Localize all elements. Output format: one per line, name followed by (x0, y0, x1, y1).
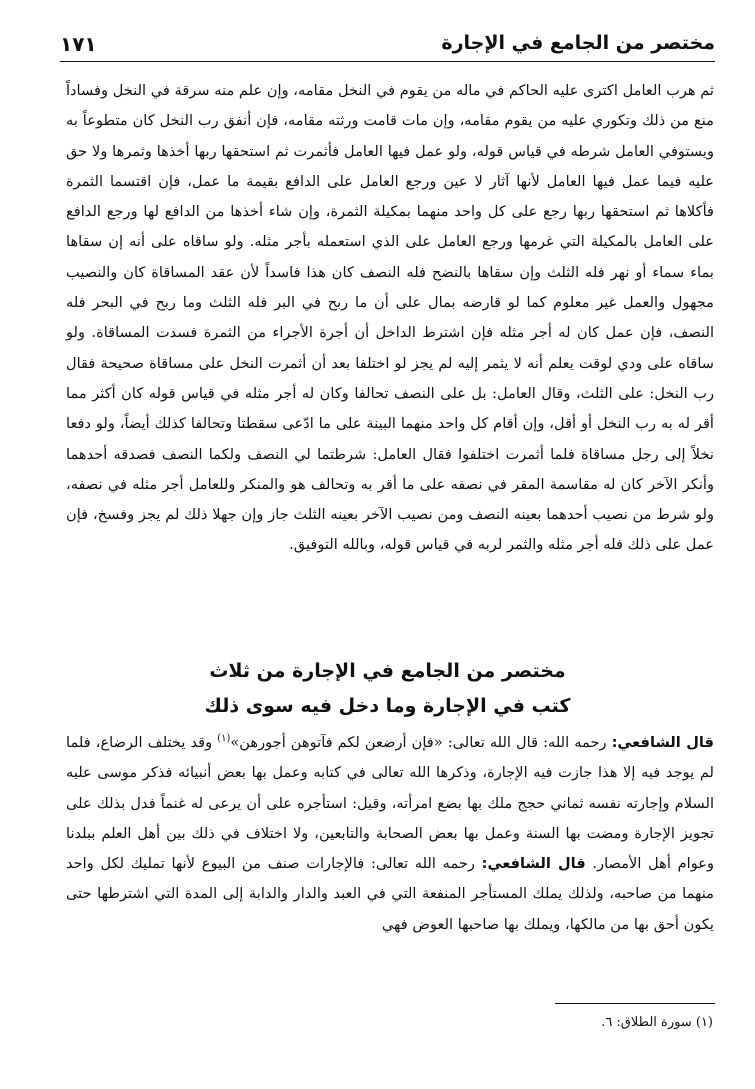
paragraph-ijarah (66, 728, 714, 940)
footnote: (١) سورة الطلاق: ٦. (601, 1015, 713, 1030)
main-text-block (66, 76, 714, 561)
footnote-reference: (١) (217, 733, 231, 745)
speaker-shafii-1: قال الشافعي: (611, 734, 714, 751)
page-number: ١٧١ (60, 32, 97, 56)
paragraph-ijarah-text-1a: رحمه الله: قال الله تعالى: «فإن أرضعن لكم فآتوهن أجورهن» (230, 734, 612, 751)
header-divider (60, 61, 715, 62)
running-title: مختصر من الجامع في الإجارة (441, 32, 715, 54)
speaker-shafii-2: قال الشافعي: (481, 855, 586, 873)
paragraph-musaqah: ثم هرب العامل اكترى عليه الحاكم في ماله من يقوم في النخل مقامه، وإن علم منه سرقة في النخل وفساداً منع من ذلك وتكوري عليه من يقوم مقامه، وإن مات قامت ورثته مقامه، فإن أنفق رب النخل كان متطوعاً به ويستوفي العامل شرطه في قياس قوله، ولو عمل فيها العامل فأثمرت ثم استحقها ربها أخذها وثمرها ولا حق عليه فيما عمل فيها العامل لأنها آثار لا عين ورجع العامل على الدافع بقيمة ما عمل، فإن اقتسما الثمرة فأكلاها ثم استحقها ربها رجع على كل واحد منهما بمكيلة الثمرة، وإن شاء أخذها من الدافع لها ورجع الدافع على العامل بالمكيلة التي غرمها ورجع العامل على الذي استعمله بأجر مثله. ولو ساقاه على أنه إن سقاها بماء سماء أو نهر فله الثلث وإن سقاها بالنضح فله النصف كان هذا فاسداً لأن عقد المساقاة كان والنصيب مجهول والعمل غير معلوم كما لو قارضه بمال على أن ما ربح في البر فله الثلث وما ربح في البحر فله النصف، فإن عمل كان له أجر مثله فإن اشترط الداخل أن أجرة الأجراء من الثمرة فسدت المساقاة. ولو ساقاه على ودي لوقت يعلم أنه لا يثمر إليه لم يجز لو اختلفا بعد أن أثمرت النخل على مساقاة صحيحة فقال رب النخل: على الثلث، وقال العامل: بل على النصف تحالفا وكان له أجر مثله في قياس قوله كان أكثر مما أقر له به رب النخل أو أقل، وإن أقام كل واحد منهما البينة على ما ادّعى سقطتا وتحالفا كذلك أيضاً، ولو دفعا نخلاً إلى رجل مساقاة فلما أثمرت اختلفوا فقال العامل: شرطتما لي النصف ولكما النصف فصدقه أحدهما وأنكر الآخر كان له مقاسمة المقر في نصفه على ما أقر به وتحالف هو والمنكر وللعامل أجر مثله في نصفه، ولو شرط من نصيب أحدهما بعينه النصف ومن نصيب الآخر بعينه الثلث جاز وإن جهلا ذلك لم يجز وفسخ، فإن عمل على ذلك فله أجر مثله والثمر لربه في قياس قوله، وبالله التوفيق. (66, 82, 714, 554)
paragraph-ijarah-text-1b: وقد يختلف الرضاع، فلما لم يوجد فيه إلا هذا جازت فيه الإجارة، وذكرها الله تعالى في كتابه وعمل بها بعض أنبيائه فذكر موسى عليه السلام وإجارته نفسه ثماني حجج ملك بها بضع امرأته، وقيل: استأجره على أن يرعى له غنماً فدل بذلك على تجويز الإجارة ومضت بها السنة وعمل بها بعض الصحابة والتابعين، ولا اختلاف في ذلك بين أهل العلم ببلدنا وعوام أهل الأمصار. (66, 734, 714, 873)
section-heading-line-1: مختصر من الجامع في الإجارة من ثلاث (209, 660, 566, 682)
footnote-divider (555, 1003, 715, 1004)
second-text-block (66, 728, 714, 940)
section-heading (60, 654, 715, 724)
paragraph-ijarah-text-2: رحمه الله تعالى: فالإجارات صنف من البيوع لأنها تمليك لكل واحد منهما من صاحبه، ولذلك يملك المستأجر المنفعة التي في العبد والدار والدابة إلى المدة التي اشترطها حتى يكون أحق بها من مالكها، ويملك بها صاحبها العوض فهي (66, 855, 714, 933)
page-header (60, 30, 715, 62)
section-heading-line-2: كتب في الإجارة وما دخل فيه سوى ذلك (204, 695, 571, 717)
